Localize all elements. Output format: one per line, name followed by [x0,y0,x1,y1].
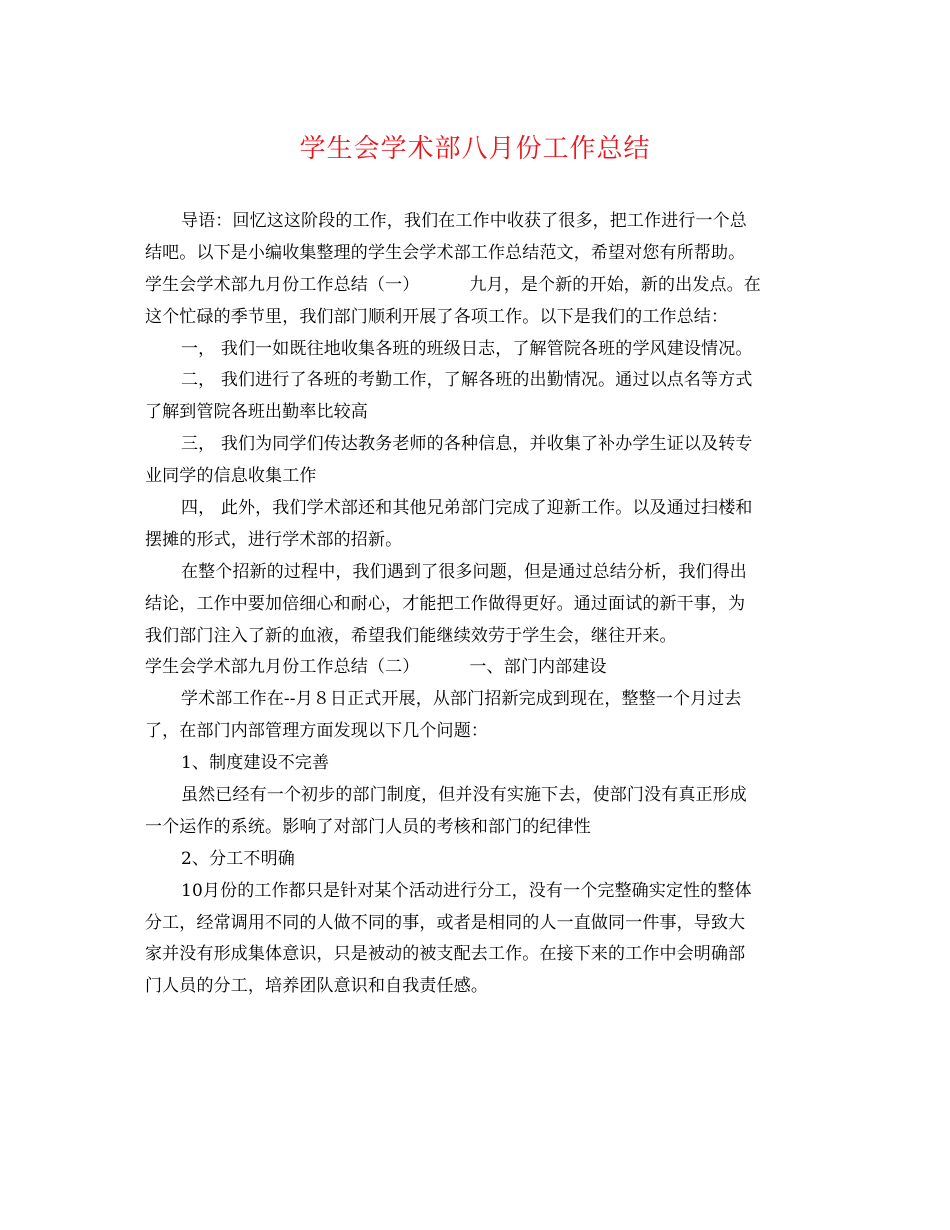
line-text: 这个忙碌的季节里，我们部门顺利开展了各项工作。以下是我们的工作总结： [145,306,729,327]
line-text: 家并没有形成集体意识，只是被动的被支配去工作。在接下来的工作中会明确部 [145,944,746,965]
document-line [145,652,807,684]
document-line [145,716,807,748]
line-text: 结论，工作中要加倍细心和耐心，才能把工作做得更好。通过面试的新干事，为 [145,593,746,614]
line-text: 门人员的分工，培养团队意识和自我责任感。 [145,976,488,997]
document-line [145,844,807,876]
document-line [145,397,807,429]
line-text: 学生会学术部九月份工作总结（二） [145,657,420,678]
document-line [145,812,807,844]
document-line [145,780,807,812]
document-line [145,557,807,589]
line-text: 摆摊的形式，进行学术部的招新。 [145,529,403,550]
document-line [145,525,807,557]
line-text: 导语：回忆这这阶段的工作，我们在工作中收获了很多，把工作进行一个总 [181,211,747,231]
line-text: 我们部门注入了新的血液，希望我们能继续效劳于学生会，继往开来。 [145,625,677,646]
document-line [145,621,807,653]
document-line [145,493,807,525]
line-text: 了解到管院各班出勤率比较高 [145,402,368,423]
document-title: 学生会学术部八月份工作总结 [299,134,651,164]
line-text: 学术部工作在--月８日正式开展，从部门招新完成到现在，整整一个月过去 [181,689,742,710]
line-text: 在整个招新的过程中，我们遇到了很多问题，但是通过总结分析，我们得出 [181,561,747,582]
document-line [145,971,807,1003]
document-line [145,461,807,493]
line-text: 1、制度建设不完善 [181,753,330,774]
line-text: 三， 我们为同学们传达教务老师的各种信息，并收集了补办学生证以及转专 [181,434,753,455]
line-text: 二， 我们进行了各班的考勤工作，了解各班的出勤情况。通过以点名等方式 [181,370,753,391]
document-line [145,908,807,940]
line-text: 一个运作的系统。影响了对部门人员的考核和部门的纪律性 [145,816,591,837]
line-text: 2、分工不明确 [181,848,295,869]
document-line [145,334,807,366]
line-text: 一， 我们一如既往地收集各班的班级日志，了解管院各班的学风建设情况。 [181,338,753,359]
line-text: 学生会学术部九月份工作总结（一） [145,274,420,295]
line-text: 四， 此外，我们学术部还和其他兄弟部门完成了迎新工作。以及通过扫楼和 [181,498,753,519]
line-text: 业同学的信息收集工作 [145,466,317,487]
document-line [145,939,807,971]
line-text: 结吧。以下是小编收集整理的学生会学术部工作总结范文，希望对您有所帮助。 [145,242,746,263]
document-line [145,589,807,621]
line-text: 虽然已经有一个初步的部门制度，但并没有实施下去，使部门没有真正形成 [181,785,747,806]
document-line [145,206,807,238]
line-text-continued: 一、部门内部建设 [469,657,607,678]
document-line [145,365,807,397]
document-line [145,748,807,780]
document-line [145,429,807,461]
line-text: 了，在部门内部管理方面发现以下几个问题： [145,721,488,742]
document-line [145,876,807,908]
document-line [145,270,807,302]
document-line [145,238,807,270]
document-body [145,206,807,1003]
document-line [145,684,807,716]
line-text: 10月份的工作都只是针对某个活动进行分工，没有一个完整确实定性的整体 [181,880,752,901]
line-text: 分工，经常调用不同的人做不同的事，或者是相同的人一直做同一件事，导致大 [145,912,746,933]
line-text-continued: 九月，是个新的开始，新的出发点。在 [469,274,761,295]
document-line [145,302,807,334]
